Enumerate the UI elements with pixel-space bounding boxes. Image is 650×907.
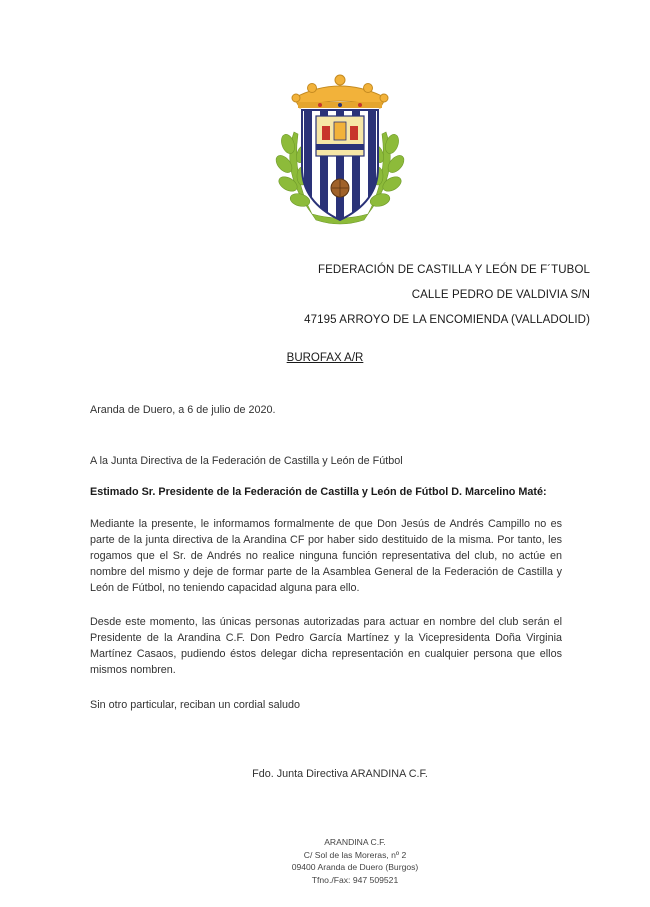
footer-line: C/ Sol de las Moreras, nº 2 <box>303 849 407 860</box>
letter-date: Aranda de Duero, a 6 de julio de 2020. <box>90 404 276 416</box>
letter-addressee: A la Junta Directiva de la Federación de Castilla y León de Fútbol <box>90 455 403 467</box>
recipient-address <box>304 258 590 333</box>
footer-line: Tfno./Fax: 947 509521 <box>311 874 399 885</box>
recipient-line: CALLE PEDRO DE VALDIVIA S/N <box>411 289 590 301</box>
footer-address <box>0 836 650 886</box>
club-crest-icon <box>272 72 408 232</box>
letter-salutation: Estimado Sr. Presidente de la Federación de Castilla y León de Fútbol D. Marcelino Maté: <box>90 486 547 498</box>
burofax-heading: BUROFAX A/R <box>286 352 364 364</box>
letter-closing: Sin otro particular, reciban un cordial saludo <box>90 699 301 711</box>
footer-line: 09400 Aranda de Duero (Burgos) <box>291 862 419 872</box>
crown-icon <box>292 75 388 108</box>
recipient-line: 47195 ARROYO DE LA ENCOMIENDA (VALLADOLID) <box>304 314 590 326</box>
letter-signature: Fdo. Junta Directiva ARANDINA C.F. <box>252 768 428 780</box>
letter-paragraph: Desde este momento, las únicas personas autorizadas para actuar en nombre del club serán el Presidente de la Arandina C.F. Don Pedro García Martínez y la Vicepresidenta Doña Virginia Martínez Casaos, pudiendo éstos delegar dicha representación en cualquier persona que ellos mismos nombren. <box>90 616 562 676</box>
shield-icon <box>302 110 378 222</box>
footer-line: ARANDINA C.F. <box>324 837 386 847</box>
recipient-line: FEDERACIÓN DE CASTILLA Y LEÓN DE F´TUBOL <box>318 264 590 276</box>
letter-paragraph: Mediante la presente, le informamos formalmente de que Don Jesús de Andrés Campillo no es parte de la junta directiva de la Arandina CF por haber sido destituido de la misma. Por tanto, les rogamos que el Sr. de Andrés no realice ninguna función representativa del club, no actúe en nombre del mismo y deje de formar parte de la Asamblea General de la Federación de Castilla y León de Fútbol, no teniendo capacidad alguna para ello. <box>90 518 562 594</box>
